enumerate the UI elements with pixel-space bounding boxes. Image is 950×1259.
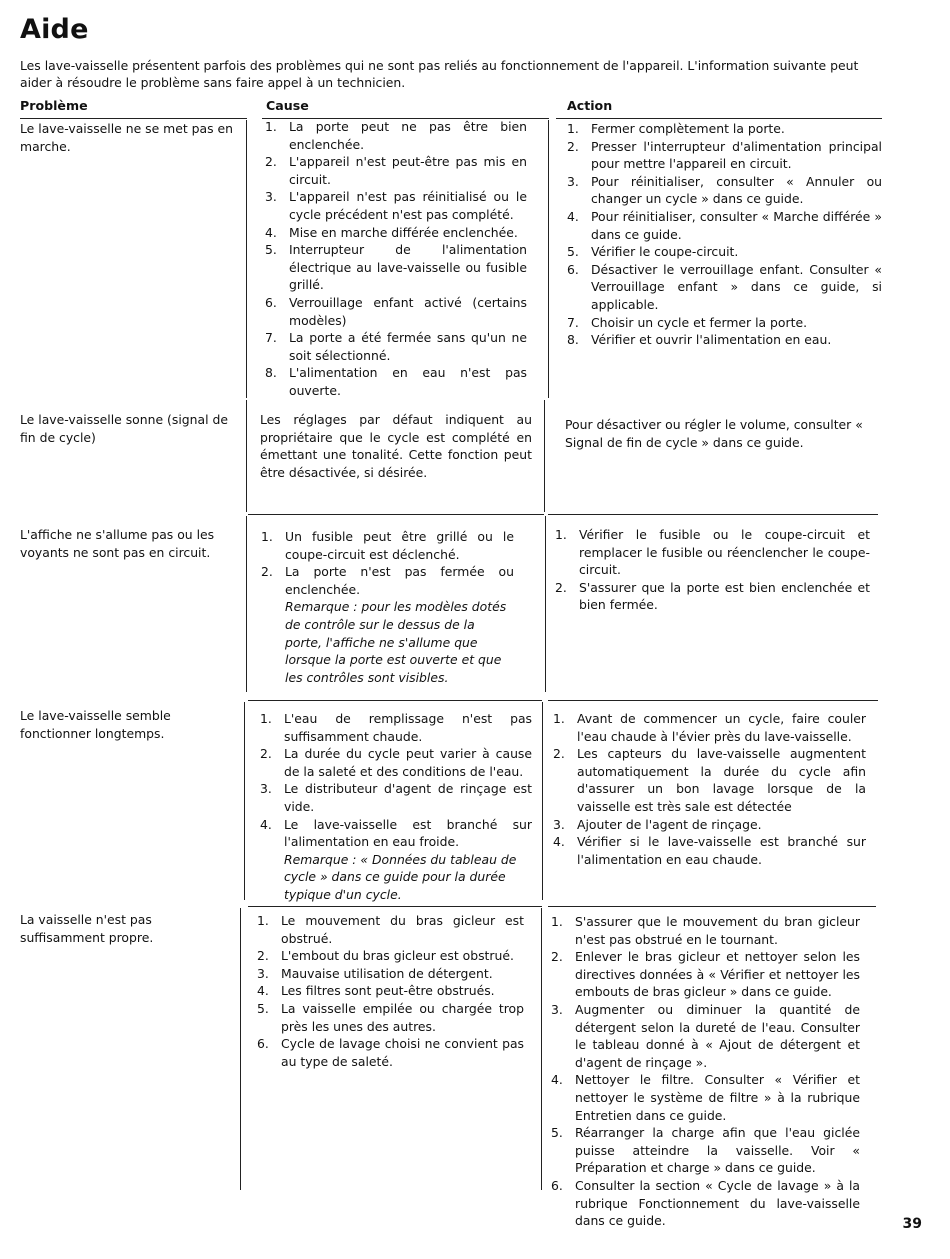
column-rule (244, 702, 245, 900)
cause-item: 2. La porte n'est pas fermée ou enclenchée. Remarque : pour les modèles dotés de contrôle sur le dessus de la porte, l'affiche ne s'allume que lorsque la porte est ouverte et que les contrôles sont visibles. (261, 564, 514, 685)
problem-text: L'affiche ne s'allume pas ou les voyants ne sont pas en circuit. (20, 527, 215, 560)
cause-item: 1. Le mouvement du bras gicleur est obstrué. (257, 913, 524, 946)
cause-text: Les réglages par défaut indiquent au propriétaire que le cycle est complété en émettant une tonalité. Cette fonction peut être désactivée, si désirée. (260, 412, 532, 480)
cause-note: Remarque : pour les modèles dotés de contrôle sur le dessus de la porte, l'affiche ne s'allume que lorsque la porte est ouverte et que les contrôles sont visibles. (285, 599, 507, 685)
action-list (550, 526, 870, 614)
action-item: 1. Fermer complètement la porte. (567, 121, 785, 136)
cause-item: 8. L'alimentation en eau n'est pas ouverte. (265, 365, 527, 398)
cause-item: 5. La vaisselle empilée ou chargée trop près les unes des autres. (257, 1000, 524, 1034)
cause-item: 3. L'appareil n'est pas réinitialisé ou le cycle précédent n'est pas complété. (265, 189, 527, 222)
cause-item: 3. Mauvaise utilisation de détergent. (257, 965, 493, 981)
action-item: 7. Choisir un cycle et fermer la porte. (567, 314, 808, 330)
page-number: 39 (902, 1216, 922, 1232)
action-item: 5. Vérifier le coupe-circuit. (567, 244, 739, 260)
action-text: Pour désactiver ou régler le volume, consulter « Signal de fin de cycle » dans ce guide. (565, 417, 863, 450)
column-rule (246, 120, 247, 398)
cause-item: 4. Mise en marche différée enclenchée. (265, 224, 518, 240)
action-list (562, 120, 882, 349)
problem-text: Le lave-vaisselle ne se met pas en marche. (20, 121, 233, 154)
cause-item: 6. Cycle de lavage choisi ne convient pas au type de saleté. (257, 1036, 524, 1069)
column-rule (548, 120, 549, 398)
action-list (546, 913, 860, 1230)
column-rule (246, 516, 247, 692)
cause-list (260, 118, 527, 400)
row-rule (248, 514, 544, 515)
action-item: 6. Consulter la section « Cycle de lavage » à la rubrique Fonctionnement du lave-vaisselle dans ce guide. (551, 1177, 860, 1229)
action-item: 1. S'assurer que le mouvement du bran gicleur n'est pas obstrué en le tournant. (551, 914, 860, 947)
column-rule (545, 516, 546, 692)
row-rule (248, 906, 542, 907)
row-rule (20, 118, 247, 119)
row-rule (248, 700, 542, 701)
intro-paragraph: Les lave-vaisselle présentent parfois des problèmes qui ne sont pas reliés au fonctionnement de l'appareil. L'information suivante peut aider à résoudre le problème sans faire appel à un technicien. (20, 58, 859, 90)
header-action: Action (567, 98, 613, 113)
cause-item: 6. Verrouillage enfant activé (certains modèles) (265, 294, 527, 328)
row-rule (548, 514, 878, 515)
row-rule (548, 906, 876, 907)
cause-item: 1. L'eau de remplissage n'est pas suffisamment chaude. (260, 711, 532, 744)
problem-text: La vaisselle n'est pas suffisamment propre. (20, 912, 154, 945)
action-item: 4. Pour réinitialiser, consulter « Marche différée » dans ce guide. (567, 208, 882, 242)
action-item: 3. Augmenter ou diminuer la quantité de détergent selon la dureté de l'eau. Consulter le tableau donné à « Ajout de détergent et d'agent de rinçage ». (551, 1001, 860, 1070)
cause-list (256, 528, 514, 686)
cause-item: 1. Un fusible peut être grillé ou le coupe-circuit est déclenché. (261, 529, 514, 562)
row-rule (548, 700, 878, 701)
cause-item: 1. La porte peut ne pas être bien enclenchée. (265, 119, 527, 152)
header-cause: Cause (266, 98, 309, 113)
cause-item: 5. Interrupteur de l'alimentation électrique au lave-vaisselle ou fusible grillé. (265, 242, 527, 293)
action-item: 4. Vérifier si le lave-vaisselle est branché sur l'alimentation en eau chaude. (553, 834, 866, 867)
cause-list (255, 710, 532, 904)
action-item: 1. Vérifier le fusible ou le coupe-circuit et remplacer le fusible ou réenclencher le coupe-circuit. (555, 527, 870, 578)
cause-list (252, 912, 524, 1070)
header-problem: Problème (20, 98, 88, 113)
cause-note: Remarque : « Données du tableau de cycle » dans ce guide pour la durée typique d'un cycle. (284, 851, 517, 902)
action-item: 8. Vérifier et ouvrir l'alimentation en eau. (567, 332, 832, 348)
cause-item: 4. Les filtres sont peut-être obstrués. (257, 983, 495, 999)
cause-item: 3. Le distributeur d'agent de rinçage est vide. (260, 781, 532, 814)
cause-item: 4. Le lave-vaisselle est branché sur l'alimentation en eau froide. Remarque : « Données du tableau de cycle » dans ce guide pour la durée typique d'un cycle. (260, 816, 532, 902)
cause-item: 2. L'appareil n'est peut-être pas mis en circuit. (265, 154, 527, 187)
column-rule (541, 908, 542, 1190)
problem-text: Le lave-vaisselle sonne (signal de fin de cycle) (20, 412, 228, 445)
action-item: 2. S'assurer que la porte est bien enclenchée et bien fermée. (555, 579, 870, 613)
cause-item: 2. L'embout du bras gicleur est obstrué. (257, 948, 514, 964)
page-title: Aide (20, 14, 89, 45)
action-item: 4. Nettoyer le filtre. Consulter « Vérifier et nettoyer le système de filtre » à la rubrique Entretien dans ce guide. (551, 1072, 860, 1123)
action-item: 3. Ajouter de l'agent de rinçage. (553, 816, 762, 832)
action-item: 6. Désactiver le verrouillage enfant. Consulter « Verrouillage enfant » dans ce guide, si applicable. (567, 261, 882, 312)
action-item: 2. Enlever le bras gicleur et nettoyer selon les directives données à « Vérifier et nettoyer les embouts de bras gicleur » dans ce guide. (551, 949, 860, 1000)
action-item: 1. Avant de commencer un cycle, faire couler l'eau chaude à l'évier près du lave-vaisselle. (553, 711, 866, 744)
row-rule (556, 118, 882, 119)
column-rule (246, 400, 247, 512)
cause-item: 7. La porte a été fermée sans qu'un ne soit sélectionné. (265, 330, 527, 363)
column-rule (544, 400, 545, 512)
problem-text: Le lave-vaisselle semble fonctionner longtemps. (20, 708, 171, 741)
action-list (548, 710, 866, 868)
column-rule (542, 702, 543, 900)
action-item: 2. Les capteurs du lave-vaisselle augmentent automatiquement la durée du cycle afin d'assurer un bon lavage lorsque de la vaisselle est très sale est détectée (553, 746, 866, 814)
cause-item: 2. La durée du cycle peut varier à cause de la saleté et des conditions de l'eau. (260, 746, 532, 779)
action-item: 3. Pour réinitialiser, consulter « Annuler ou changer un cycle » dans ce guide. (567, 173, 882, 207)
action-item: 5. Réarranger la charge afin que l'eau giclée puisse atteindre la vaisselle. Voir « Préparation et charge » dans ce guide. (551, 1125, 860, 1176)
column-rule (240, 908, 241, 1190)
action-item: 2. Presser l'interrupteur d'alimentation principal pour mettre l'appareil en circuit. (567, 138, 882, 172)
